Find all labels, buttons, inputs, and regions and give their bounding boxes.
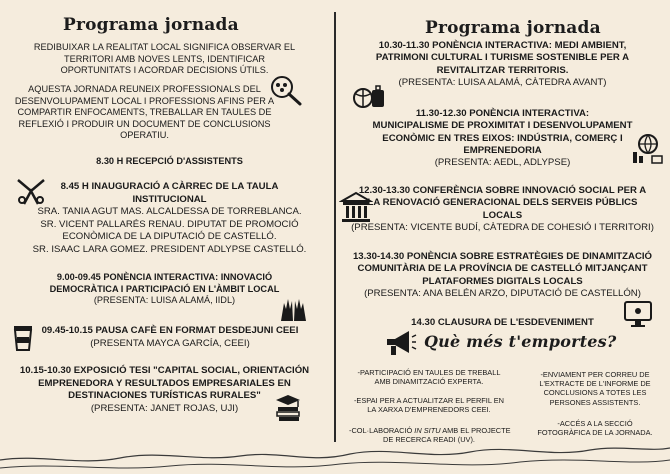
closing-time: 14.30 CLAUSURA DE L'ESDEVENIMENT [411,317,594,328]
takeaway-heading: Què més t'emportes? [424,332,617,351]
reception-time: 8.30 H RECEPCIÓ D'ASSISTENTS [96,156,243,166]
computer-monitor-icon [623,300,655,330]
inauguration-block: 8.45 H INAUGURACIÓ A CÀRREC DE LA TAULA INSTITUCIONAL SRA. TANIA AGUT MAS. ALCALDESSA DE TORREBLANCA. SR. VICENT PALLARÉS RENAU. DIPUTAT DE PROMOCIÓ ECONÒMICA DE LA DIPUTACIÓ DE CASTELLÓ. SR. ISAAC LARA GOMEZ. PRESIDENT ADLYPSE CASTELLÓ. [32,181,307,255]
globe-money-icon [630,132,664,166]
takeaway-right-2: -ACCÉS A LA SECCIÓ FOTOGRÀFICA DE LA JORNADA. [537,419,653,438]
left-title: Programa jornada [63,15,239,35]
megaphone-icon [383,328,417,358]
session-digital-platforms: 13.30-14.30 PONÈNCIA SOBRE ESTRATÈGIES DE DINAMITZACIÓ COMUNITÀRIA DE LA PROVÍNCIA DE CASTELLÓ MITJANÇANT PLATAFORMES DIGITALS LOCALS (PRESENTA: ANA BELÉN ARZO, DIPUTACIÓ DE CASTELLÓN) [352,251,653,299]
takeaway-right-1: -ENVIAMENT PER CORREU DE L'EXTRACTE DE L'INFORME DE CONCLUSIONS A TOTES LES PERSONES ASSISTENTS. [539,370,651,407]
talk-democratic-innovation: 9.00-09.45 PONÈNCIA INTERACTIVA: INNOVACIÓ DEMOCRÀTICA I PARTICIPACIÓ EN L'ÀMBIT LOCAL (PRESENTA: LUISA ALAMÁ, IIDL) [49,272,280,305]
hills-decoration [0,430,670,474]
takeaway-left-2: -ESPAI PER A ACTUALITZAR EL PERFIL EN LA XARXA D'EMPRENEDORS CEEI. [353,396,505,415]
intro-paragraph-2: AQUESTA JORNADA REUNEIX PROFESSIONALS DEL DESENVOLUPAMENT LOCAL I PROFESSIONS AFINS PER A COMPARTIR ENFOCAMENTS, TREBALLAR EN TAULES DE REFLEXIÓ I PRODUIR UN DOCUMENT DE CONCLUSIONS OPERATIU. [14,84,275,140]
session-environment: 10.30-11.30 PONÈNCIA INTERACTIVA: MEDI AMBIENT, PATRIMONI CULTURAL I TURISME SOSTENIBLE PER A REVITALITZAR TERRITORIS. (PRESENTA: LUISA ALAMÁ, CÀTEDRA AVANT) [375,40,630,88]
takeaway-collaboration: -COL·LABORACIÓ IN SITU AMB EL PROJECTE DE RECERCA READI (UV). [349,426,511,445]
raised-hands-icon [276,293,310,323]
thesis-exposition: 10.15-10.30 EXPOSICIÓ TESI "CAPITAL SOCIAL, ORIENTACIÓN EMPRENEDORA Y RESULTADOS EMPRESARIALES EN DESTINACIONES TURÍSTICAS RURALES" (PRESENTA: JANET ROJAS, UJI) [19,365,310,414]
takeaway-left-1: -PARTICIPACIÓ EN TAULES DE TREBALL AMB DINAMITZACIÓ EXPERTA. [357,368,501,387]
session-social-innovation: 12.30-13.30 CONFERÈNCIA SOBRE INNOVACIÓ SOCIAL PER A LA RENOVACIÓ GENERACIONAL DELS SERVEIS PÚBLICS LOCALS (PRESENTA: VICENTE BUDÍ, CÀTEDRA DE COHESIÓ I TERRITORI) [351,185,654,233]
magnifier-people-icon [268,74,304,106]
graduation-books-icon [273,392,303,422]
coffee-break: 09.45-10.15 PAUSA CAFÈ EN FORMAT DESDEJUNI CEEI (PRESENTA MAYCA GARCÍA, CEEI) [41,325,299,349]
session-municipalism: 11.30-12.30 PONÈNCIA INTERACTIVA: MUNICIPALISME DE PROXIMITAT I DESENVOLUPAMENT ECONÒMIC EN TRES EIXOS: INDÚSTRIA, COMERÇ I EMPRENEDORIA (PRESENTA: AEDL, ADLYPSE) [372,108,633,169]
column-divider [334,12,336,442]
intro-paragraph-1: REDIBUIXAR LA REALITAT LOCAL SIGNIFICA OBSERVAR EL TERRITORI AMB NOVES LENTS, IDENTIFICAR OPORTUNITATS I ACORDAR DECISIONS ÚTILS. [33,42,296,75]
right-title: Programa jornada [425,18,601,38]
